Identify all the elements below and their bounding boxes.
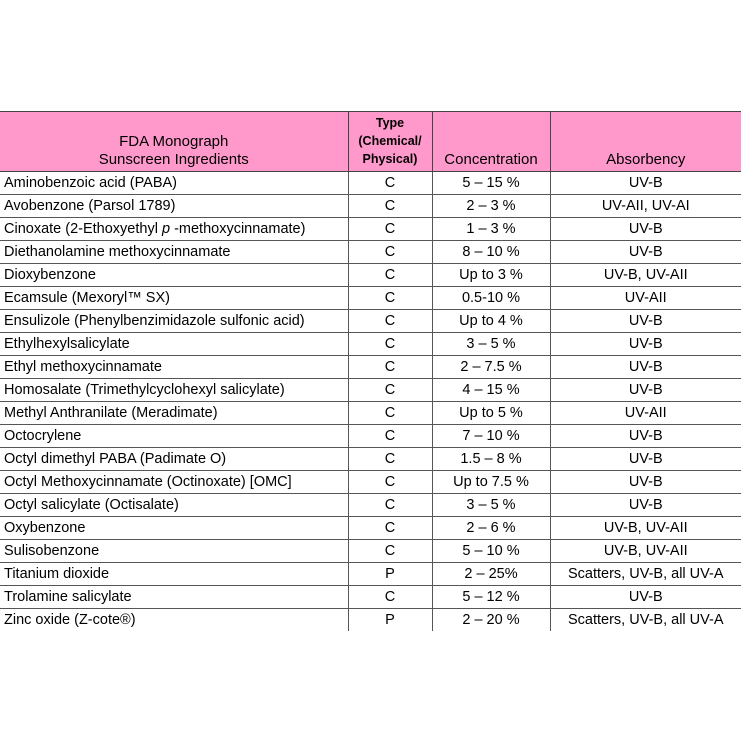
cell-type: P: [348, 609, 432, 632]
cell-absorbency: UV-B: [550, 172, 741, 195]
cell-type: C: [348, 471, 432, 494]
cell-concentration: 2 – 20 %: [432, 609, 550, 632]
header-concentration: Concentration: [432, 112, 550, 172]
table-row: [0, 425, 741, 448]
cell-ingredient: Sulisobenzone: [0, 540, 348, 563]
cell-ingredient: Octocrylene: [0, 425, 348, 448]
header-absorbency: Absorbency: [550, 112, 741, 172]
cell-ingredient: Dioxybenzone: [0, 264, 348, 287]
cell-ingredient: Avobenzone (Parsol 1789): [0, 195, 348, 218]
sunscreen-ingredients-table: [0, 111, 741, 631]
cell-type: C: [348, 517, 432, 540]
cell-ingredient: Ecamsule (Mexoryl™ SX): [0, 287, 348, 310]
table-row: [0, 287, 741, 310]
table-row: [0, 402, 741, 425]
header-type-line1: Type: [375, 115, 405, 130]
cell-type: C: [348, 333, 432, 356]
cell-absorbency: UV-B: [550, 333, 741, 356]
cell-concentration: 3 – 5 %: [432, 494, 550, 517]
table-header-row: [0, 112, 741, 172]
cell-type: P: [348, 563, 432, 586]
cell-absorbency: UV-AII: [550, 402, 741, 425]
cell-type: C: [348, 425, 432, 448]
cell-concentration: 1.5 – 8 %: [432, 448, 550, 471]
cell-ingredient: Methyl Anthranilate (Meradimate): [0, 402, 348, 425]
cell-absorbency: UV-B: [550, 356, 741, 379]
table-row: [0, 586, 741, 609]
cell-absorbency: UV-B: [550, 379, 741, 402]
header-type-line3: Physical): [362, 151, 418, 166]
cell-absorbency: UV-B: [550, 425, 741, 448]
cell-concentration: 5 – 12 %: [432, 586, 550, 609]
cell-absorbency: Scatters, UV-B, all UV-A: [550, 563, 741, 586]
table-row: [0, 264, 741, 287]
table-row: [0, 172, 741, 195]
cell-ingredient: Ensulizole (Phenylbenzimidazole sulfonic acid): [0, 310, 348, 333]
cell-type: C: [348, 356, 432, 379]
cell-concentration: Up to 4 %: [432, 310, 550, 333]
table-row: [0, 218, 741, 241]
cell-absorbency: UV-B: [550, 448, 741, 471]
cell-absorbency: UV-B: [550, 586, 741, 609]
cell-concentration: 0.5-10 %: [432, 287, 550, 310]
header-ingredients-line2: Sunscreen Ingredients: [98, 151, 249, 168]
cell-type: C: [348, 195, 432, 218]
cell-absorbency: Scatters, UV-B, all UV-A: [550, 609, 741, 632]
cell-ingredient: Aminobenzoic acid (PABA): [0, 172, 348, 195]
cell-concentration: 5 – 15 %: [432, 172, 550, 195]
table-row: [0, 540, 741, 563]
cell-type: C: [348, 379, 432, 402]
cell-type: C: [348, 218, 432, 241]
cell-type: C: [348, 287, 432, 310]
table-row: [0, 333, 741, 356]
cell-type: C: [348, 448, 432, 471]
cell-type: C: [348, 241, 432, 264]
cell-concentration: 2 – 7.5 %: [432, 356, 550, 379]
cell-ingredient: Octyl dimethyl PABA (Padimate O): [0, 448, 348, 471]
table-row: [0, 356, 741, 379]
cell-ingredient: Titanium dioxide: [0, 563, 348, 586]
cell-concentration: 8 – 10 %: [432, 241, 550, 264]
table-row: [0, 310, 741, 333]
cell-concentration: Up to 7.5 %: [432, 471, 550, 494]
table-row: [0, 517, 741, 540]
table-row: [0, 379, 741, 402]
cell-ingredient: Oxybenzone: [0, 517, 348, 540]
cell-concentration: 3 – 5 %: [432, 333, 550, 356]
cell-type: C: [348, 402, 432, 425]
cell-absorbency: UV-AII: [550, 287, 741, 310]
header-ingredients: [0, 112, 348, 172]
cell-absorbency: UV-B, UV-AII: [550, 264, 741, 287]
cell-ingredient: Zinc oxide (Z-cote®): [0, 609, 348, 632]
cell-type: C: [348, 310, 432, 333]
cell-absorbency: UV-B: [550, 241, 741, 264]
table-row: [0, 241, 741, 264]
cell-ingredient: Octyl salicylate (Octisalate): [0, 494, 348, 517]
cell-ingredient: Octyl Methoxycinnamate (Octinoxate) [OMC]: [0, 471, 348, 494]
cell-concentration: 2 – 6 %: [432, 517, 550, 540]
cell-type: C: [348, 540, 432, 563]
header-type-line2: (Chemical/: [358, 133, 422, 148]
cell-ingredient: Cinoxate (2-Ethoxyethyl p -methoxycinnamate): [0, 218, 348, 241]
cell-concentration: 1 – 3 %: [432, 218, 550, 241]
table-row: [0, 609, 741, 632]
cell-absorbency: UV-B: [550, 218, 741, 241]
cell-concentration: Up to 5 %: [432, 402, 550, 425]
cell-absorbency: UV-B, UV-AII: [550, 540, 741, 563]
cell-type: C: [348, 494, 432, 517]
table-row: [0, 195, 741, 218]
cell-absorbency: UV-B: [550, 471, 741, 494]
cell-ingredient: Ethyl methoxycinnamate: [0, 356, 348, 379]
cell-concentration: 2 – 25%: [432, 563, 550, 586]
cell-absorbency: UV-B: [550, 310, 741, 333]
cell-concentration: 5 – 10 %: [432, 540, 550, 563]
cell-ingredient: Homosalate (Trimethylcyclohexyl salicylate): [0, 379, 348, 402]
cell-ingredient: Trolamine salicylate: [0, 586, 348, 609]
table-row: [0, 563, 741, 586]
cell-concentration: 2 – 3 %: [432, 195, 550, 218]
cell-type: C: [348, 586, 432, 609]
cell-ingredient: Diethanolamine methoxycinnamate: [0, 241, 348, 264]
table-row: [0, 471, 741, 494]
table-row: [0, 494, 741, 517]
cell-type: C: [348, 172, 432, 195]
header-ingredients-line1: FDA Monograph: [119, 133, 229, 150]
cell-ingredient: Ethylhexylsalicylate: [0, 333, 348, 356]
cell-concentration: Up to 3 %: [432, 264, 550, 287]
cell-absorbency: UV-AII, UV-AI: [550, 195, 741, 218]
cell-concentration: 7 – 10 %: [432, 425, 550, 448]
cell-concentration: 4 – 15 %: [432, 379, 550, 402]
header-type: [348, 112, 432, 172]
cell-absorbency: UV-B: [550, 494, 741, 517]
cell-type: C: [348, 264, 432, 287]
table-row: [0, 448, 741, 471]
cell-absorbency: UV-B, UV-AII: [550, 517, 741, 540]
